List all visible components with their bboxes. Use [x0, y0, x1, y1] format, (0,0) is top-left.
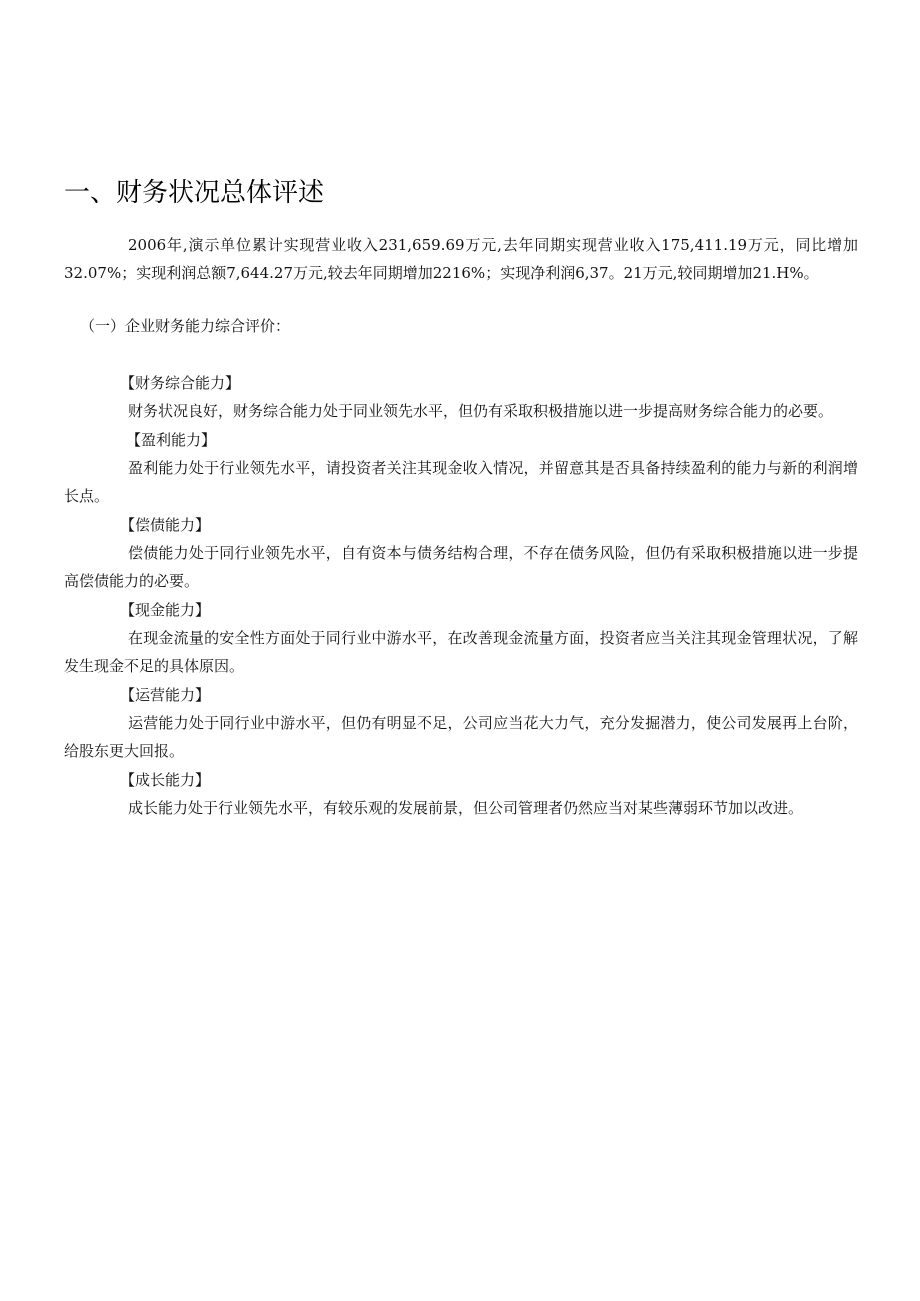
section-body: 运营能力处于同行业中游水平，但仍有明显不足，公司应当花大力气，充分发掘潜力，使公司发展再上台阶，给股东更大回报。	[64, 714, 858, 760]
section-financial-overall	[64, 369, 858, 426]
section-solvency	[64, 511, 858, 596]
section-growth	[64, 766, 858, 823]
section-title: 【财务综合能力】	[120, 374, 241, 392]
section-title: 【运营能力】	[120, 686, 211, 704]
section-cash	[64, 596, 858, 681]
summary-paragraph: 2006年,演示单位累计实现营业收入231,659.69万元,去年同期实现营业收入175,411.19万元，同比增加32.07%；实现利润总额7,644.27万元,较去年同期增加2216%；实现净利润6,37。21万元,较同期增加21.H%。	[64, 236, 858, 282]
section-title: 【成长能力】	[120, 771, 211, 789]
section-title: 【偿债能力】	[120, 516, 211, 534]
evaluation-sections	[64, 369, 858, 823]
section-profitability	[64, 426, 858, 511]
section-title: 【现金能力】	[120, 601, 211, 619]
section-operation	[64, 681, 858, 766]
section-body: 盈利能力处于行业领先水平，请投资者关注其现金收入情况，并留意其是否具备持续盈利的能力与新的利润增长点。	[64, 459, 858, 505]
section-body: 成长能力处于行业领先水平，有较乐观的发展前景，但公司管理者仍然应当对某些薄弱环节加以改进。	[128, 799, 804, 817]
section-subheading: （一）企业财务能力综合评价：	[80, 317, 291, 335]
section-body: 在现金流量的安全性方面处于同行业中游水平，在改善现金流量方面，投资者应当关注其现金管理状况，了解发生现金不足的具体原因。	[64, 629, 858, 675]
section-title: 【盈利能力】	[126, 431, 217, 449]
section-body: 偿债能力处于同行业领先水平，自有资本与债务结构合理，不存在债务风险，但仍有采取积极措施以进一步提高偿债能力的必要。	[64, 544, 858, 590]
page-title: 一、财务状况总体评述	[64, 178, 325, 208]
section-body: 财务状况良好，财务综合能力处于同业领先水平，但仍有采取积极措施以进一步提高财务综合能力的必要。	[128, 402, 834, 420]
